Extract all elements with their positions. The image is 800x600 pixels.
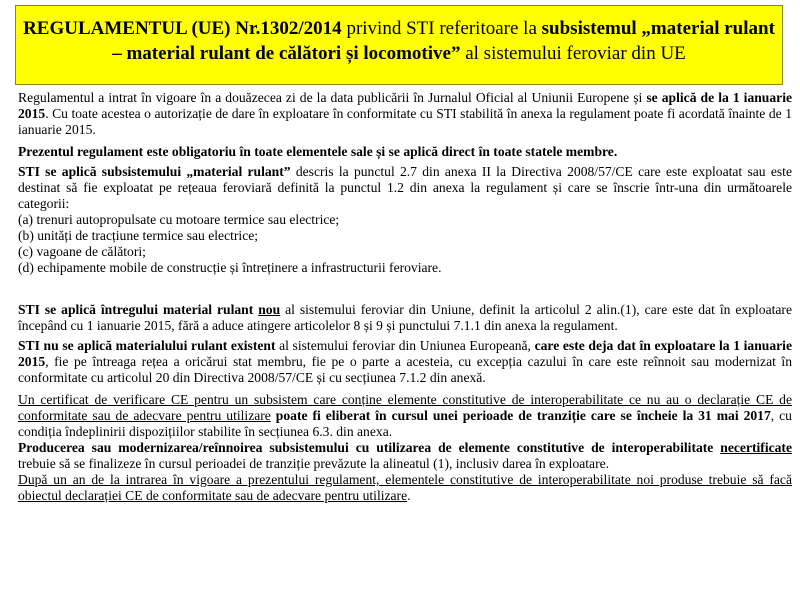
list-item: (d) echipamente mobile de construcție și întreținere a infrastructurii feroviare. [18, 260, 442, 275]
underlined-run: După un an de la intrarea în vigoare a prezentului regulament, elementele constitutive de interoperabilitate noi produse trebuie să facă obiectul declarației CE de conformitate sau de adecvare pentru utilizare [18, 472, 792, 503]
text-run: Regulamentul a intrat în vigoare în a douăzecea zi de la data publicării în Jurnalul Oficial al Uniunii Europene și [18, 90, 647, 105]
paragraph-new-rolling-stock [18, 302, 792, 334]
text-run: , cu condiția îndeplinirii dispozițiilor stabilite în secțiunea 6.3. din anexa. [18, 408, 792, 439]
paragraph-binding [18, 144, 792, 160]
text-run: al sistemului feroviar din Uniunea Europeană, [275, 338, 535, 353]
text-run: al sistemului feroviar din Uniune, definit la articolul 2 alin.(1), care este dat în exploatare începând cu 1 ianuarie 2015, fără a aduce atingere articolelor 8 și 9 și punctului 7.1.1 din anexa la regulament. [18, 302, 792, 333]
text-run: . [407, 488, 411, 503]
underlined-bold-run: nou [258, 302, 281, 317]
paragraph-entry-into-force [18, 90, 792, 138]
title-banner [15, 5, 783, 85]
paragraph-scope [18, 164, 792, 276]
bold-run: care este deja dat în exploatare la 1 ianuarie 2015 [18, 338, 792, 369]
text-run: descris la punctul 2.7 din anexa II la Directiva 2008/57/CE care este exploatat sau este destinat să fie exploatat pe rețeaua feroviară definită la punctul 1.2 din anexa la regulament și care se înscrie într-una din următoarele categorii: [18, 164, 792, 211]
bold-run: poate fi eliberat în cursul unei perioade de tranziție care se încheie la 31 mai 2017 [270, 408, 771, 423]
bold-run: Prezentul regulament este obligatoriu în toate elementele sale și se aplică direct în toate statele membre. [18, 144, 618, 159]
text-run: , fie pe întreaga rețea a oricărui stat membru, fie pe o parte a acesteia, cu excepția cazului în care este reînnoit sau modernizat în conformitate cu articolul 20 din Directiva 2008/57/CE și cu secțiunea 7.1.2 din anexă. [18, 354, 792, 385]
paragraph-after-one-year [18, 472, 792, 504]
bold-run: Producerea sau modernizarea/reînnoirea subsistemului cu utilizarea de elemente constitutive de interoperabilitate [18, 440, 721, 455]
title-subsystem: subsistemul „material rulant – material rulant de călători și locomotive” [112, 18, 775, 64]
paragraph-existing-rolling-stock [18, 338, 792, 386]
paragraph-production-modernization [18, 440, 792, 472]
paragraph-ec-certificate [18, 392, 792, 440]
list-item: (c) vagoane de călători; [18, 244, 146, 259]
title-text: privind STI referitoare la [341, 18, 542, 39]
underlined-run: Un certificat de verificare CE pentru un subsistem care conține elemente constitutive de interoperabilitate ce nu au o declarație CE de conformitate sau de adecvare pentru utilizare [18, 392, 792, 423]
title-text-end: al sistemului feroviar din UE [460, 43, 686, 64]
list-item: (b) unități de tracțiune termice sau electrice; [18, 228, 259, 243]
bold-run: STI se aplică subsistemului „material rulant” [18, 164, 291, 179]
bold-run: se aplică de la 1 ianuarie 2015 [18, 90, 793, 121]
title-regulation-number: REGULAMENTUL (UE) Nr.1302/2014 [23, 18, 342, 39]
text-run: . Cu toate acestea o autorizație de dare în exploatare în conformitate cu STI stabilită în anexa la regulament poate fi acordată înainte de 1 ianuarie 2015. [18, 106, 792, 137]
list-item: (a) trenuri autopropulsate cu motoare termice sau electrice; [18, 212, 340, 227]
document-body [18, 90, 792, 504]
bold-run: STI se aplică întregului material rulant [18, 302, 259, 317]
underlined-bold-run: necertificate [720, 440, 792, 455]
bold-run: STI nu se aplică materialului rulant existent [18, 338, 276, 353]
text-run: trebuie să se finalizeze în cursul perioadei de tranziție prevăzute la alineatul (1), inclusiv darea în exploatare. [18, 456, 610, 471]
